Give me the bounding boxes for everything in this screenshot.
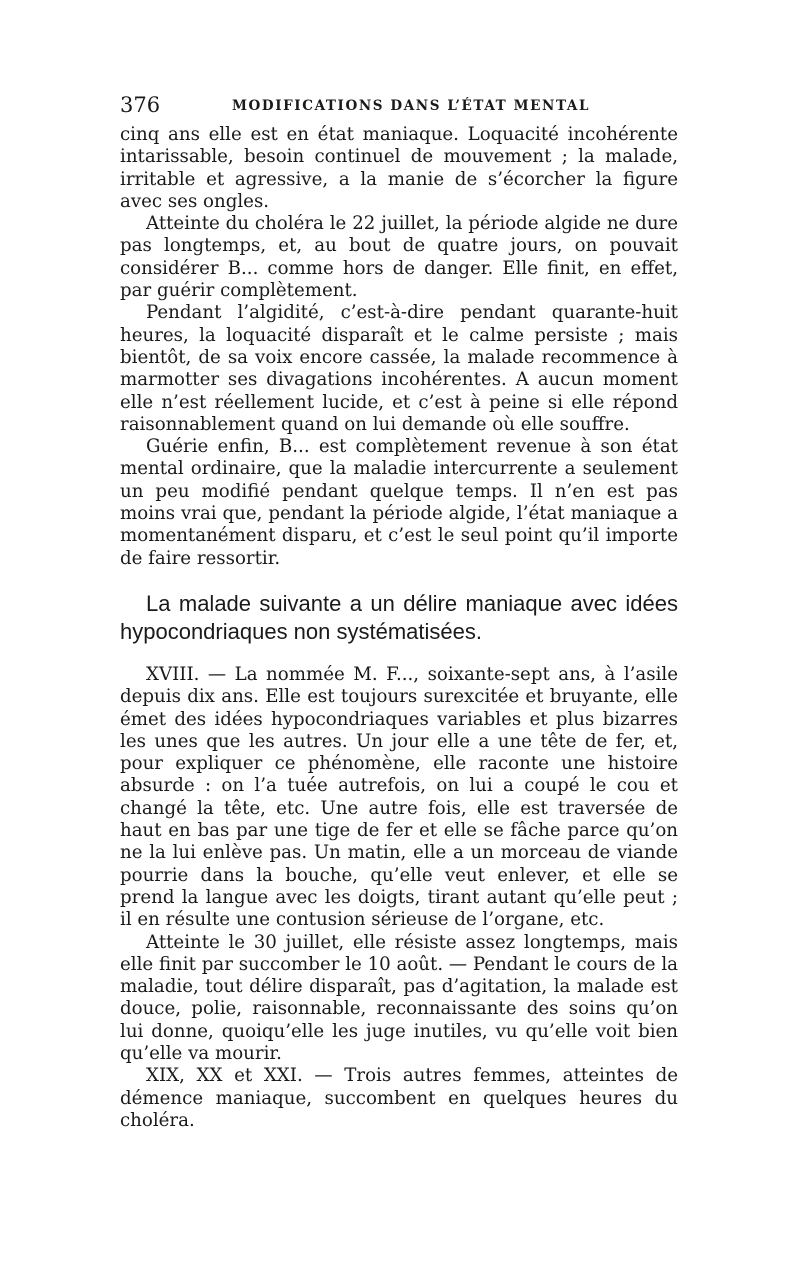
section-heading: La malade suivante a un délire maniaque avec idées hypocondriaques non systématisées. bbox=[120, 590, 678, 644]
paragraph-case-xviii-outcome: Atteinte le 30 juillet, elle résiste assez longtemps, mais elle finit par succomber le 10 août. — Pendant le cours de la maladie, tout délire disparaît, pas d’agitation, la malade est douce, polie, raisonnable, reconnaissante des soins qu’on lui donne, quoiqu’elle les juge inutiles, vu qu’elle voit bien qu’elle va mourir. bbox=[120, 931, 678, 1064]
paragraph-recovery: Guérie enfin, B... est complètement revenue à son état mental ordinaire, que la maladie intercurrente a seulement un peu modifié pendant quelque temps. Il n’en est pas moins vrai que, pendant la période algide, l’état maniaque a momentanément disparu, et c’est le seul point qu’il importe de faire ressortir. bbox=[120, 436, 678, 569]
page-number: 376 bbox=[120, 93, 161, 117]
paragraph-cholera-onset: Atteinte du choléra le 22 juillet, la période algide ne dure pas longtemps, et, au bout de quatre jours, on pouvait considérer B... comme hors de danger. Elle finit, en effet, par guérir complètement. bbox=[120, 213, 678, 302]
body-text bbox=[120, 124, 678, 1132]
paragraph-continuation: cinq ans elle est en état maniaque. Loquacité incohérente intarissable, besoin continuel de mouvement ; la malade, irritable et agressive, a la manie de s’écorcher la figure avec ses ongles. bbox=[120, 124, 678, 212]
running-head bbox=[120, 92, 680, 118]
paragraph-case-xviii: XVIII. — La nommée M. F..., soixante-sept ans, à l’asile depuis dix ans. Elle est toujours surexcitée et bruyante, elle émet des idées hypocondriaques variables et plus bizarres les unes que les autres. Un jour elle a une tête de fer, et, pour expliquer ce phénomène, elle raconte une histoire absurde : on l’a tuée autrefois, on lui a coupé le cou et changé la tête, etc. Une autre fois, elle est traversée de haut en bas par une tige de fer et elle se fâche parce qu’on ne la lui enlève pas. Un matin, elle a un morceau de viande pourrie dans la bouche, qu’elle veut enlever, et elle se prend la langue avec les doigts, tirant autant qu’elle peut ; il en résulte une contusion sérieuse de l’organe, etc. bbox=[120, 663, 678, 931]
paragraph-algidity: Pendant l’algidité, c’est-à-dire pendant quarante-huit heures, la loquacité disparaît et le calme persiste ; mais bientôt, de sa voix encore cassée, la malade recommence à marmotter ses divagations incohérentes. A aucun moment elle n’est réellement lucide, et c’est à peine si elle répond raisonnablement quand on lui demande où elle souffre. bbox=[120, 302, 678, 435]
paragraph-cases-xix-xxi: XIX, XX et XXI. — Trois autres femmes, atteintes de démence maniaque, succombent en quelques heures du choléra. bbox=[120, 1065, 678, 1131]
running-title: MODIFICATIONS DANS L’ÉTAT MENTAL bbox=[232, 98, 591, 114]
